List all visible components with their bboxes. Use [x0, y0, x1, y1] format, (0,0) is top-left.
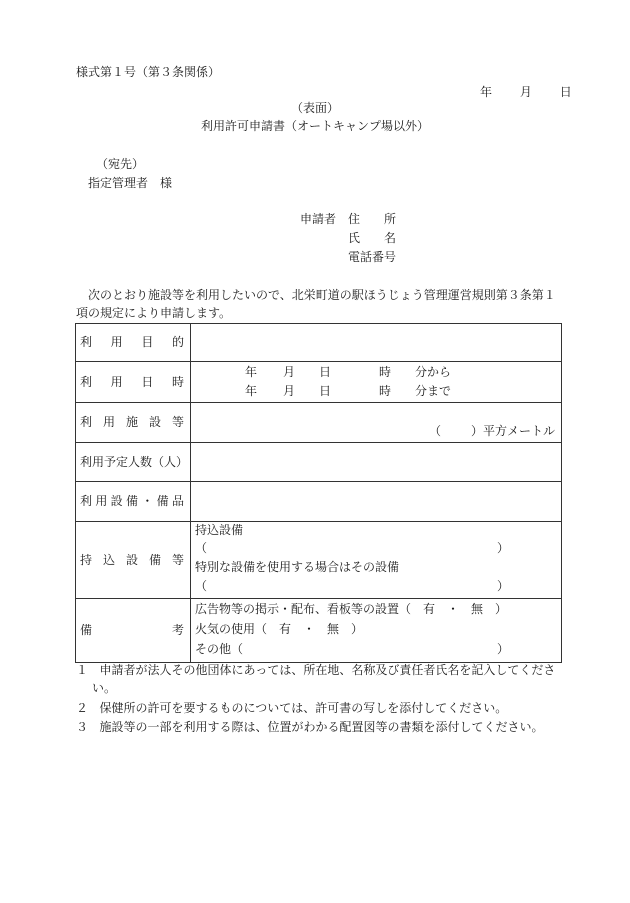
note-3: ３ 施設等の一部を利用する際は、位置がわかる配置図等の書類を添付してください。: [76, 720, 544, 734]
intro-line-1: 次のとおり施設等を利用したいので、北栄町道の駅ほうじょう管理運営規則第３条第１: [88, 288, 556, 302]
date-day: 日: [559, 85, 572, 99]
row-people: [76, 443, 562, 482]
date-year: 年: [480, 85, 493, 99]
page-title: 利用許可申請書（オートキャンプ場以外）: [200, 119, 429, 133]
row-purpose: [76, 324, 562, 362]
label-datetime: 利 用 日 時: [76, 362, 191, 403]
applicant-phone: 電話番号: [348, 250, 397, 264]
date-line: [480, 84, 572, 100]
field-people[interactable]: [191, 443, 562, 482]
row-remarks: [76, 599, 562, 663]
label-people: 利用予定人数（人）: [76, 443, 191, 482]
applicant-name: 氏 名: [348, 231, 397, 245]
field-facility[interactable]: （ ）平方メートル: [191, 403, 562, 443]
form-number: 様式第１号（第３条関係）: [76, 65, 221, 79]
field-purpose[interactable]: [191, 324, 562, 362]
note-1: １ 申請者が法人その他団体にあっては、所在地、名称及び責任者氏名を記入してくださ: [76, 663, 556, 677]
note-1-cont: い。: [92, 681, 117, 695]
row-bring-in: [76, 522, 562, 599]
face-label: （表面）: [290, 101, 339, 115]
label-facility: 利 用 施 設 等: [76, 403, 191, 443]
field-datetime[interactable]: 年 月 日 時 分から 年 月 日 時 分まで: [191, 362, 562, 403]
label-purpose: 利 用 目 的: [76, 324, 191, 362]
row-datetime: [76, 362, 562, 403]
row-equipment: [76, 482, 562, 522]
row-facility: [76, 403, 562, 443]
application-table: [75, 323, 562, 663]
addressee-label: （宛先）: [96, 157, 145, 171]
label-remarks: 備 考: [76, 599, 191, 663]
applicant-address: 住 所: [348, 212, 397, 226]
field-remarks[interactable]: 広告物等の掲示・配布、看板等の設置（ 有 ・ 無 ） 火気の使用（ 有 ・ 無 ） その他（ ）: [191, 599, 562, 663]
applicant-label: 申請者: [300, 212, 337, 226]
date-month: 月: [519, 85, 532, 99]
label-equipment: 利 用 設 備 ・ 備 品: [76, 482, 191, 522]
field-equipment[interactable]: [191, 482, 562, 522]
addressee-name: 指定管理者 様: [88, 176, 173, 190]
label-bring-in: 持 込 設 備 等: [76, 522, 191, 599]
field-bring-in[interactable]: 持込設備 （ ） 特別な設備を使用する場合はその設備 （ ）: [191, 522, 562, 599]
intro-line-2: 項の規定により申請します。: [76, 306, 232, 320]
note-2: ２ 保健所の許可を要するものについては、許可書の写しを添付してください。: [76, 701, 508, 715]
